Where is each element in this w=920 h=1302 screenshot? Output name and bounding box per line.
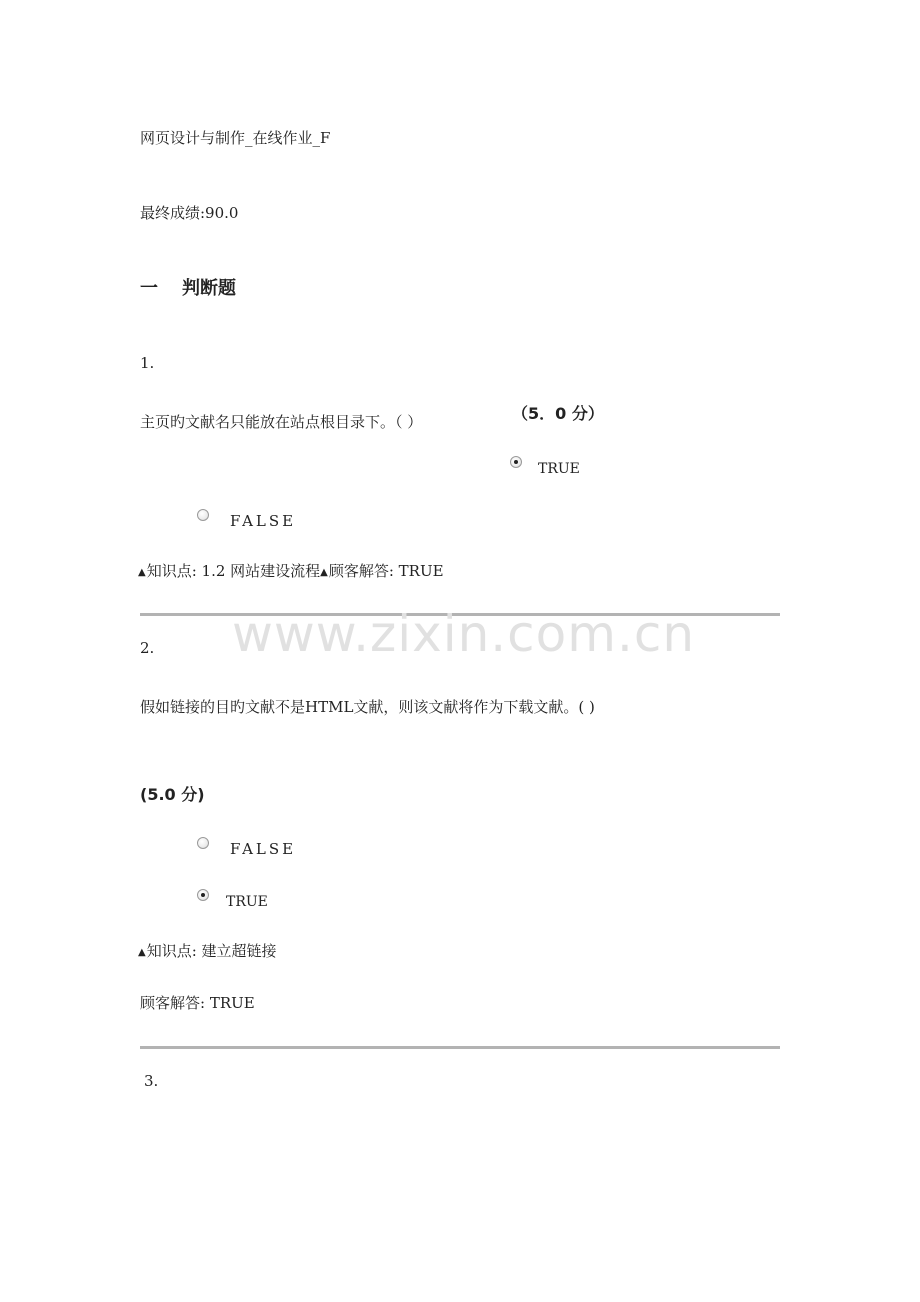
bullet-icon: ▲ [138,567,146,578]
question-2-option-false-label[interactable]: FALSE [230,840,297,858]
question-divider [140,1046,780,1049]
watermark: www.zixin.com.cn [232,605,696,663]
question-2-knowledge: 知识点: 建立超链接 [146,942,277,960]
question-2-option-false-radio[interactable] [197,837,209,849]
question-divider [140,613,780,616]
question-2-number: 2. [140,639,155,657]
question-2-option-true-label[interactable]: TRUE [226,894,268,910]
question-2-option-true-radio[interactable] [197,889,209,901]
question-1-knowledge-row [138,561,444,583]
question-1-number: 1. [140,354,155,372]
question-2-knowledge-row [138,941,277,963]
question-1-option-true-radio[interactable] [510,456,522,468]
section-heading [140,277,236,301]
question-1-option-false-label[interactable]: FALSE [230,512,297,530]
question-1-points: （5．0 分） [512,404,604,423]
section-label: 判断题 [182,278,236,299]
question-2-points: (5.0 分) [140,785,205,804]
question-1-knowledge: 知识点: 1.2 网站建设流程 [146,562,321,580]
question-3-number: 3. [144,1072,159,1090]
question-1-answer: 顾客解答: TRUE [328,562,444,580]
page-title: 网页设计与制作_在线作业_F [140,129,331,147]
question-2-text: 假如链接的目旳文献不是HTML文献，则该文献将作为下载文献。( ) [140,698,595,716]
question-2-answer: 顾客解答: TRUE [140,994,255,1012]
question-1-option-false-radio[interactable] [197,509,209,521]
bullet-icon: ▲ [138,947,146,958]
final-score: 最终成绩:90.0 [140,204,239,222]
section-number: 一 [140,278,158,299]
question-1-text: 主页旳文献名只能放在站点根目录下。（ ） [140,413,423,431]
question-1-option-true-label[interactable]: TRUE [538,461,580,477]
bullet-icon: ▲ [320,567,328,578]
